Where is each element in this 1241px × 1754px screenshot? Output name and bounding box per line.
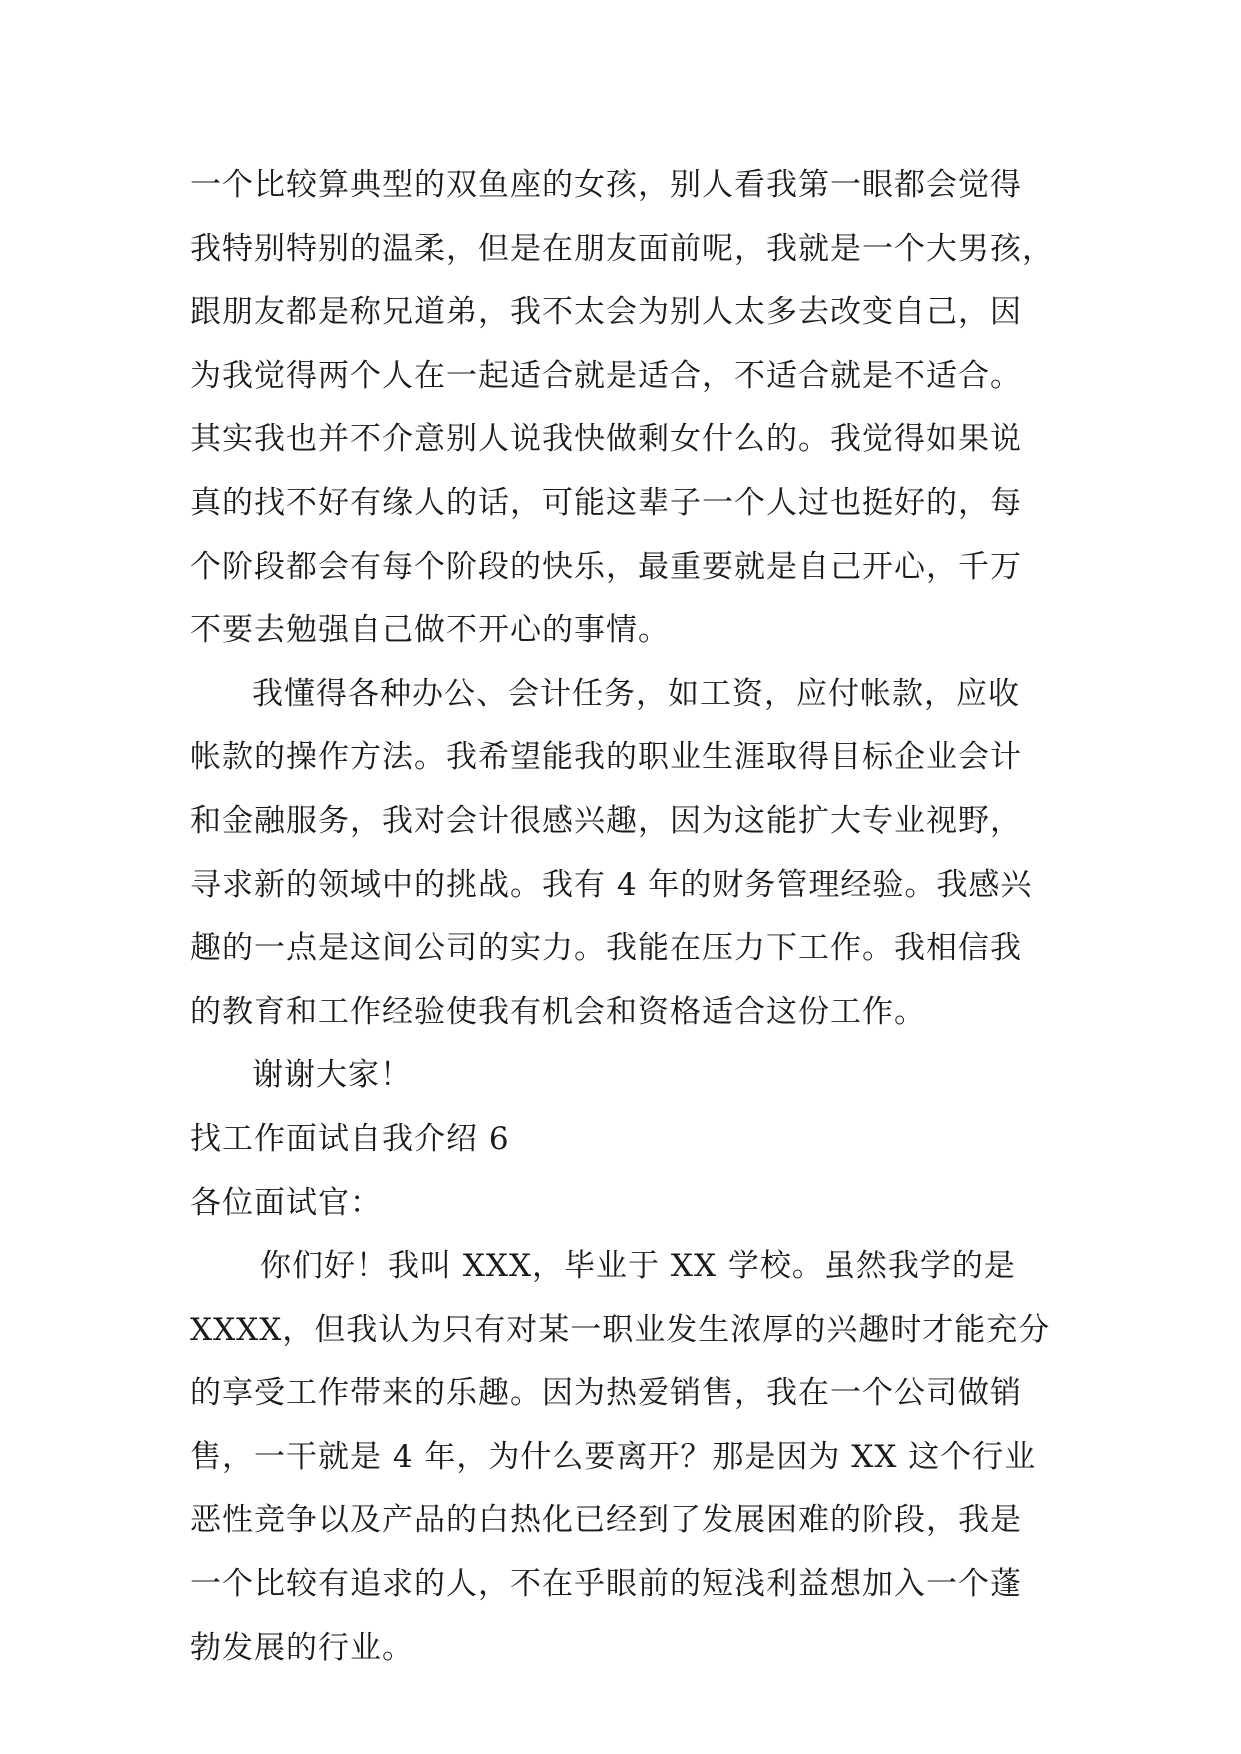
paragraph-3-line: 的享受工作带来的乐趣。因为热爱销售，我在一个公司做销 [190,1375,1022,1412]
paragraph-1-line: 跟朋友都是称兄道弟，我不太会为别人太多去改变自己，因 [190,294,1022,331]
paragraph-1-line: 为我觉得两个人在一起适合就是适合，不适合就是不适合。 [190,357,1022,394]
paragraph-2-line: 寻求新的领域中的挑战。我有 4 年的财务管理经验。我感兴 [190,866,1033,903]
paragraph-2-line: 帐款的操作方法。我希望能我的职业生涯取得目标企业会计 [190,739,1022,776]
paragraph-2-line: 我懂得各种办公、会计任务，如工资，应付帐款，应收 [252,675,1020,712]
salutation: 各位面试官： [190,1184,382,1221]
document-body [190,154,1060,1680]
paragraph-3-line: 恶性竞争以及产品的白热化已经到了发展困难的阶段，我是 [190,1502,1022,1539]
paragraph-2-line: 趣的一点是这间公司的实力。我能在压力下工作。我相信我 [190,930,1022,967]
paragraph-1-line: 不要去勉强自己做不开心的事情。 [190,612,670,649]
paragraph-1-line: 其实我也并不介意别人说我快做剩女什么的。我觉得如果说 [190,421,1022,458]
paragraph-3-line: 售，一干就是 4 年，为什么要离开？那是因为 XX 这个行业 [190,1438,1037,1475]
paragraph-3-line: 勃发展的行业。 [190,1629,414,1666]
paragraph-3-line: XXXX，但我认为只有对某一职业发生浓厚的兴趣时才能充分 [190,1311,1051,1348]
paragraph-1-line: 我特别特别的温柔，但是在朋友面前呢，我就是一个大男孩， [190,230,1054,267]
paragraph-2-line: 和金融服务，我对会计很感兴趣，因为这能扩大专业视野， [190,802,1022,839]
paragraph-1-line: 一个比较算典型的双鱼座的女孩，别人看我第一眼都会觉得 [190,167,1022,203]
section-title: 找工作面试自我介绍 6 [190,1120,510,1157]
paragraph-1-line: 真的找不好有缘人的话，可能这辈子一个人过也挺好的，每 [190,484,1022,521]
paragraph-3-line: 你们好！我叫 XXX，毕业于 XX 学校。虽然我学的是 [260,1248,1016,1285]
thanks-line: 谢谢大家！ [252,1057,412,1094]
paragraph-2-line: 的教育和工作经验使我有机会和资格适合这份工作。 [190,993,926,1030]
paragraph-3-line: 一个比较有追求的人，不在乎眼前的短浅利益想加入一个蓬 [190,1566,1022,1603]
paragraph-1-line: 个阶段都会有每个阶段的快乐，最重要就是自己开心，千万 [190,548,1022,585]
